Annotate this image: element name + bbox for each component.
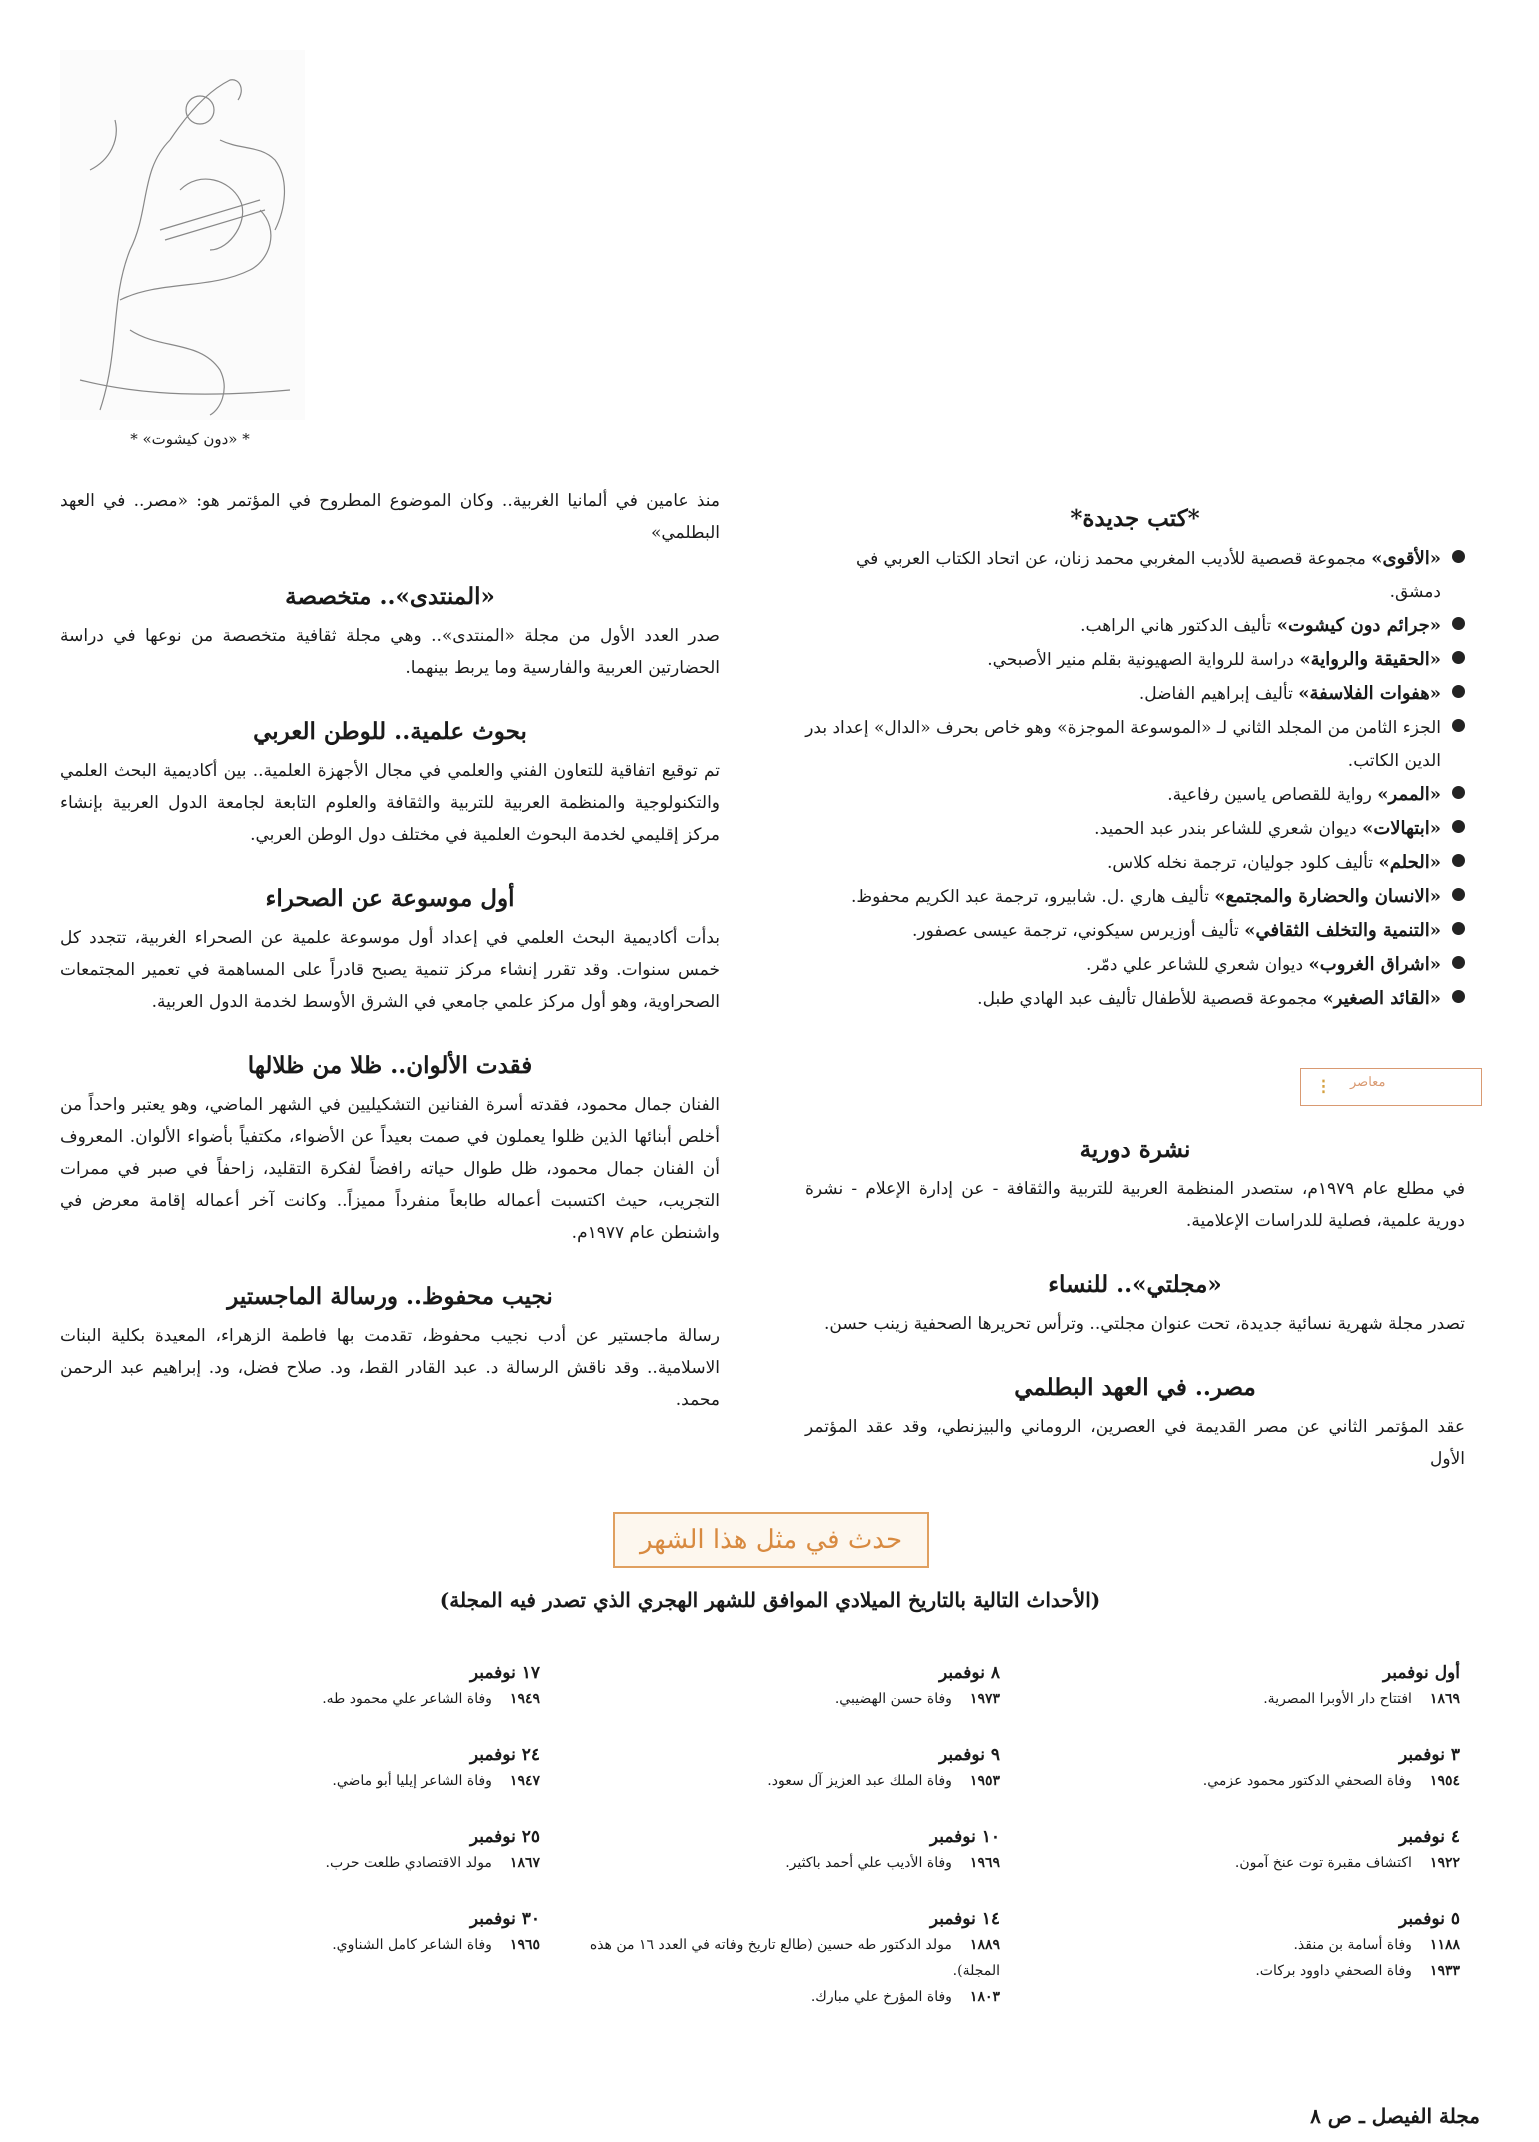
alwan-text: الفنان جمال محمود، فقدته أسرة الفنانين التشكيليين في الشهر الماضي، وهو يعتبر واحداً من أخلص أبنائها الذين ظلوا يعملون في صمت بعيداً عن الأضواء، مكتفياً بأضواء الألوان. المعروف أن الفنان جمال محمود، ظل طوال حياته رافضاً لفكرة التقليد، زاحفاً في صبر في ممرات التجريب، حيث اكتسبت أعماله طابعاً منفرداً مميزاً.. وكانت آخر أعماله إقامة معرض في واشنطن عام ١٩٧٧م. bbox=[60, 1095, 720, 1243]
event-row: ١٩٣٣وفاة الصحفي داوود بركات. bbox=[1255, 1963, 1460, 1979]
event-group bbox=[1040, 1906, 1460, 1984]
event-group bbox=[120, 1906, 540, 1958]
list-item: «الانسان والحضارة والمجتمع» تأليف هاري .ل. شابيرو، ترجمة عبد الكريم محفوظ. bbox=[805, 880, 1465, 914]
event-date: ٨ نوفمبر bbox=[938, 1663, 1000, 1683]
misr-text: عقد المؤتمر الثاني عن مصر القديمة في العصرين، الروماني والبيزنطي، وقد عقد المؤتمر الأول bbox=[805, 1417, 1465, 1469]
event-group bbox=[120, 1742, 540, 1794]
event-row: ١٩٥٣وفاة الملك عبد العزيز آل سعود. bbox=[767, 1773, 1000, 1789]
bullet-icon bbox=[1452, 719, 1465, 732]
bullet-icon bbox=[1452, 550, 1465, 563]
event-date: ٥ نوفمبر bbox=[1398, 1909, 1460, 1929]
event-date: ٩ نوفمبر bbox=[938, 1745, 1000, 1765]
mahfouz-text: رسالة ماجستير عن أدب نجيب محفوظ، تقدمت بها فاطمة الزهراء، المعيدة بكلية البنات الاسلامية.. وقد ناقش الرسالة د. عبد القادر القط، ود. صلاح فضل، ود. إبراهيم عبد الرحمن محمد. bbox=[60, 1326, 720, 1410]
event-group bbox=[1040, 1824, 1460, 1876]
event-group bbox=[1040, 1660, 1460, 1712]
bullet-icon bbox=[1452, 854, 1465, 867]
event-row: ١٨٨٩مولد الدكتور طه حسين (طالع تاريخ وفاته في العدد ١٦ من هذه المجلة). bbox=[589, 1937, 1000, 1979]
event-date: ٢٥ نوفمبر bbox=[469, 1827, 540, 1847]
misr-heading: مصر.. في العهد البطلمي bbox=[1014, 1374, 1256, 1401]
event-group bbox=[580, 1824, 1000, 1876]
don-quixote-illustration bbox=[60, 50, 305, 420]
bullet-icon bbox=[1452, 685, 1465, 698]
event-date: ٤ نوفمبر bbox=[1398, 1827, 1460, 1847]
list-item: «الأقوى» مجموعة قصصية للأديب المغربي محمد زنان، عن اتحاد الكتاب العربي في دمشق. bbox=[805, 542, 1465, 609]
events-right-column bbox=[1040, 1660, 1460, 2014]
event-date: ٢٤ نوفمبر bbox=[469, 1745, 540, 1765]
nashra-text: في مطلع عام ١٩٧٩م، ستصدر المنظمة العربية للتربية والثقافة - عن إدارة الإعلام - نشرة دورية علمية، فصلية للدراسات الإعلامية. bbox=[805, 1179, 1465, 1231]
buhuth-heading: بحوث علمية.. للوطن العربي bbox=[253, 718, 527, 745]
nashra-heading: نشرة دورية bbox=[1079, 1136, 1191, 1163]
books-heading: *كتب جديدة* bbox=[1070, 505, 1200, 532]
event-row: ١٩٤٩وفاة الشاعر علي محمود طه. bbox=[322, 1691, 540, 1707]
ornament-icon: ⁝ bbox=[1320, 1075, 1327, 1100]
bullet-icon bbox=[1452, 956, 1465, 969]
bullet-icon bbox=[1452, 617, 1465, 630]
mahfouz-heading: نجيب محفوظ.. ورسالة الماجستير bbox=[227, 1283, 553, 1310]
event-row: ١٨٦٧مولد الاقتصادي طلعت حرب. bbox=[325, 1855, 540, 1871]
page-footer: مجلة الفيصل ـ ص ٨ bbox=[1310, 2104, 1480, 2128]
event-date: ١٧ نوفمبر bbox=[469, 1663, 540, 1683]
illustration-caption: * «دون كيشوت» * bbox=[130, 430, 250, 448]
event-date: أول نوفمبر bbox=[1382, 1663, 1460, 1683]
event-group bbox=[120, 1824, 540, 1876]
event-date: ١٤ نوفمبر bbox=[929, 1909, 1000, 1929]
list-item: «التنمية والتخلف الثقافي» تأليف أوزيرس سيكوني، ترجمة عيسى عصفور. bbox=[805, 914, 1465, 948]
list-item: «الحلم» تأليف كلود جوليان، ترجمة نخله كلاس. bbox=[805, 846, 1465, 880]
list-item: الجزء الثامن من المجلد الثاني لـ «الموسوعة الموجزة» وهو خاص بحرف «الدال» إعداد بدر الدين الكاتب. bbox=[805, 711, 1465, 778]
majallati-heading: «مجلتي».. للنساء bbox=[1048, 1271, 1222, 1298]
bullet-icon bbox=[1452, 888, 1465, 901]
list-item: «الحقيقة والرواية» دراسة للرواية الصهيونية بقلم منير الأصبحي. bbox=[805, 643, 1465, 677]
event-row: ١١٨٨وفاة أسامة بن منقذ. bbox=[1293, 1937, 1460, 1953]
event-row: ١٩٦٥وفاة الشاعر كامل الشناوي. bbox=[332, 1937, 540, 1953]
bullet-icon bbox=[1452, 990, 1465, 1003]
event-row: ١٩٥٤وفاة الصحفي الدكتور محمود عزمي. bbox=[1202, 1773, 1460, 1789]
event-row: ١٩٧٣وفاة حسن الهضيبي. bbox=[834, 1691, 1000, 1707]
misr-continued-text: منذ عامين في ألمانيا الغربية.. وكان الموضوع المطروح في المؤتمر هو: «مصر.. في العهد البطلمي» bbox=[60, 491, 720, 543]
event-row: ١٩٦٩وفاة الأديب علي أحمد باكثير. bbox=[785, 1855, 1000, 1871]
buhuth-text: تم توقيع اتفاقية للتعاون الفني والعلمي في مجال الأجهزة العلمية.. بين أكاديمية البحث العلمي والتكنولوجية والمنظمة العربية للتربية والثقافة والعلوم التابعة لجامعة الدول العربية بإنشاء مركز إقليمي لخدمة البحوث العلمية في مختلف دول الوطن العربي. bbox=[60, 761, 720, 845]
bullet-icon bbox=[1452, 820, 1465, 833]
list-item: «جرائم دون كيشوت» تأليف الدكتور هاني الراهب. bbox=[805, 609, 1465, 643]
event-row: ١٩٢٢اكتشاف مقبرة توت عنخ آمون. bbox=[1234, 1855, 1460, 1871]
list-item: «اشراق الغروب» ديوان شعري للشاعر علي دمّر. bbox=[805, 948, 1465, 982]
list-item: «الممر» رواية للقصاص ياسين رفاعية. bbox=[805, 778, 1465, 812]
event-date: ٣٠ نوفمبر bbox=[469, 1909, 540, 1929]
muntada-heading: «المنتدى».. متخصصة bbox=[285, 583, 495, 610]
mawsua-heading: أول موسوعة عن الصحراء bbox=[265, 885, 515, 912]
event-group bbox=[120, 1660, 540, 1712]
books-list bbox=[805, 542, 1465, 1016]
bullet-icon bbox=[1452, 922, 1465, 935]
event-date: ١٠ نوفمبر bbox=[929, 1827, 1000, 1847]
list-item: «ابتهالات» ديوان شعري للشاعر بندر عبد الحميد. bbox=[805, 812, 1465, 846]
event-row: ١٩٤٧وفاة الشاعر إيليا أبو ماضي. bbox=[332, 1773, 540, 1789]
decorative-label: معاصر bbox=[1350, 1075, 1386, 1090]
mawsua-text: بدأت أكاديمية البحث العلمي في إعداد أول موسوعة علمية عن الصحراء الغربية، تتجدد كل خمس سنوات. وقد تقرر إنشاء مركز تنمية يصبح قادراً على المساهمة في تعمير المجتمعات الصحراوية، وهو أول مركز علمي جامعي في الشرق الأوسط لخدمة الدول العربية. bbox=[60, 928, 720, 1012]
bullet-icon bbox=[1452, 651, 1465, 664]
event-group bbox=[1040, 1742, 1460, 1794]
event-group bbox=[580, 1742, 1000, 1794]
bullet-icon bbox=[1452, 786, 1465, 799]
majallati-text: تصدر مجلة شهرية نسائية جديدة، تحت عنوان مجلتي.. وترأس تحريرها الصحفية زينب حسن. bbox=[824, 1314, 1465, 1334]
events-left-column bbox=[120, 1660, 540, 1988]
left-column bbox=[60, 485, 720, 1416]
muntada-text: صدر العدد الأول من مجلة «المنتدى».. وهي مجلة ثقافية متخصصة من نوعها في دراسة الحضارتين العربية والفارسية وما يربط بينهما. bbox=[60, 626, 720, 678]
event-date: ٣ نوفمبر bbox=[1398, 1745, 1460, 1765]
events-middle-column bbox=[580, 1660, 1000, 2040]
event-row: ١٨٠٣وفاة المؤرخ علي مبارك. bbox=[810, 1989, 1000, 2005]
event-group bbox=[580, 1906, 1000, 2010]
event-row: ١٨٦٩افتتاح دار الأوبرا المصرية. bbox=[1263, 1691, 1460, 1707]
list-item: «القائد الصغير» مجموعة قصصية للأطفال تأليف عبد الهادي طبل. bbox=[805, 982, 1465, 1016]
month-banner: حدث في مثل هذا الشهر bbox=[613, 1512, 929, 1568]
events-subtitle: (الأحداث التالية بالتاريخ الميلادي الموافق للشهر الهجري الذي تصدر فيه المجلة) bbox=[439, 1588, 1101, 1612]
right-column bbox=[805, 485, 1465, 1475]
event-group bbox=[580, 1660, 1000, 1712]
list-item: «هفوات الفلاسفة» تأليف إبراهيم الفاضل. bbox=[805, 677, 1465, 711]
alwan-heading: فقدت الألوان.. ظلا من ظلالها bbox=[247, 1052, 533, 1079]
